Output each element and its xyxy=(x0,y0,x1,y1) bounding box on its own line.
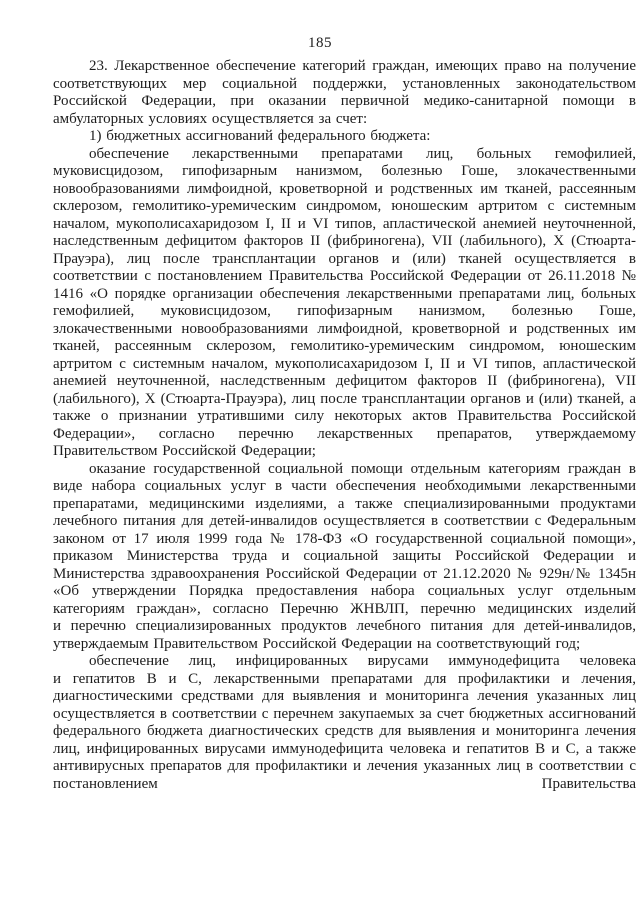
paragraph-hiv-hepatitis-provision: обеспечение лиц, инфицированных вирусами иммунодефицита человека и гепатитов В и С, лекарственными препаратами для профилактики и лечения, диагностическими средствами для выявления и мониторинга лечения указанных лиц осуществляется в соответствии с перечнем закупаемых за счет бюджетных ассигнований федерального бюджета диагностических средств для выявления и мониторинга лечения лиц, инфицированных вирусами иммунодефицита человека и гепатитов В и С, а также антивирусных препаратов для профилактики и лечения указанных лиц в соответствии с постановлением Правительства xyxy=(53,653,636,792)
paragraph-state-social-assistance: оказание государственной социальной помощи отдельным категориям граждан в виде набора социальных услуг в части обеспечения необходимыми лекарственными препаратами, медицинскими изделиями, а также специализированными продуктами лечебного питания для детей-инвалидов осуществляется в соответствии с Федеральным законом от 17 июля 1999 года № 178-ФЗ «О государственной социальной помощи», приказом Министерства труда и социальной защиты Российской Федерации и Министерства здравоохранения Российской Федерации от 21.12.2020 № 929н/№ 1345н «Об утверждении Порядка предоставления набора социальных услуг отдельным категориям граждан», согласно Перечню ЖНВЛП, перечню медицинских изделий и перечню специализированных продуктов лечебного питания для детей-инвалидов, утверждаемым Правительством Российской Федерации на соответствующий год; xyxy=(53,460,636,652)
document-text-block xyxy=(53,58,636,793)
paragraph-23-intro: 23. Лекарственное обеспечение категорий граждан, имеющих право на получение соответствующих мер социальной поддержки, установленных законодательством Российской Федерации, при оказании первичной медико-санитарной помощи в амбулаторных условиях осуществляется за счет: xyxy=(53,58,636,127)
page-number: 185 xyxy=(308,35,332,51)
paragraph-list-item-1: 1) бюджетных ассигнований федерального бюджета: xyxy=(89,128,431,144)
paragraph-drug-provision-hemophilia: обеспечение лекарственными препаратами лиц, больных гемофилией, муковисцидозом, гипофизарным нанизмом, болезнью Гоше, злокачественными новообразованиями лимфоидной, кроветворной и родственных им тканей, рассеянным склерозом, гемолитико-уремическим синдромом, юношеским артритом с системным началом, мукополисахаридозом I, II и VI типов, апластической анемией неуточненной, наследственным дефицитом факторов II (фибриногена), VII (лабильного), X (Стюарта-Прауэра), лиц после трансплантации органов и (или) тканей осуществляется в соответствии с постановлением Правительства Российской Федерации от 26.11.2018 № 1416 «О порядке организации обеспечения лекарственными препаратами лиц, больных гемофилией, муковисцидозом, гипофизарным нанизмом, болезнью Гоше, злокачественными новообразованиями лимфоидной, кроветворной и родственных им тканей, рассеянным склерозом, гемолитико-уремическим синдромом, юношеским артритом с системным началом, мукополисахаридозом I, II и VI типов, апластической анемией неуточненной, наследственным дефицитом факторов II (фибриногена), VII (лабильного), X (Стюарта-Прауэра), лиц после трансплантации органов и (или) тканей, а также о признании утратившими силу некоторых актов Правительства Российской Федерации», согласно перечню лекарственных препаратов, утверждаемому Правительством Российской Федерации; xyxy=(53,145,636,459)
